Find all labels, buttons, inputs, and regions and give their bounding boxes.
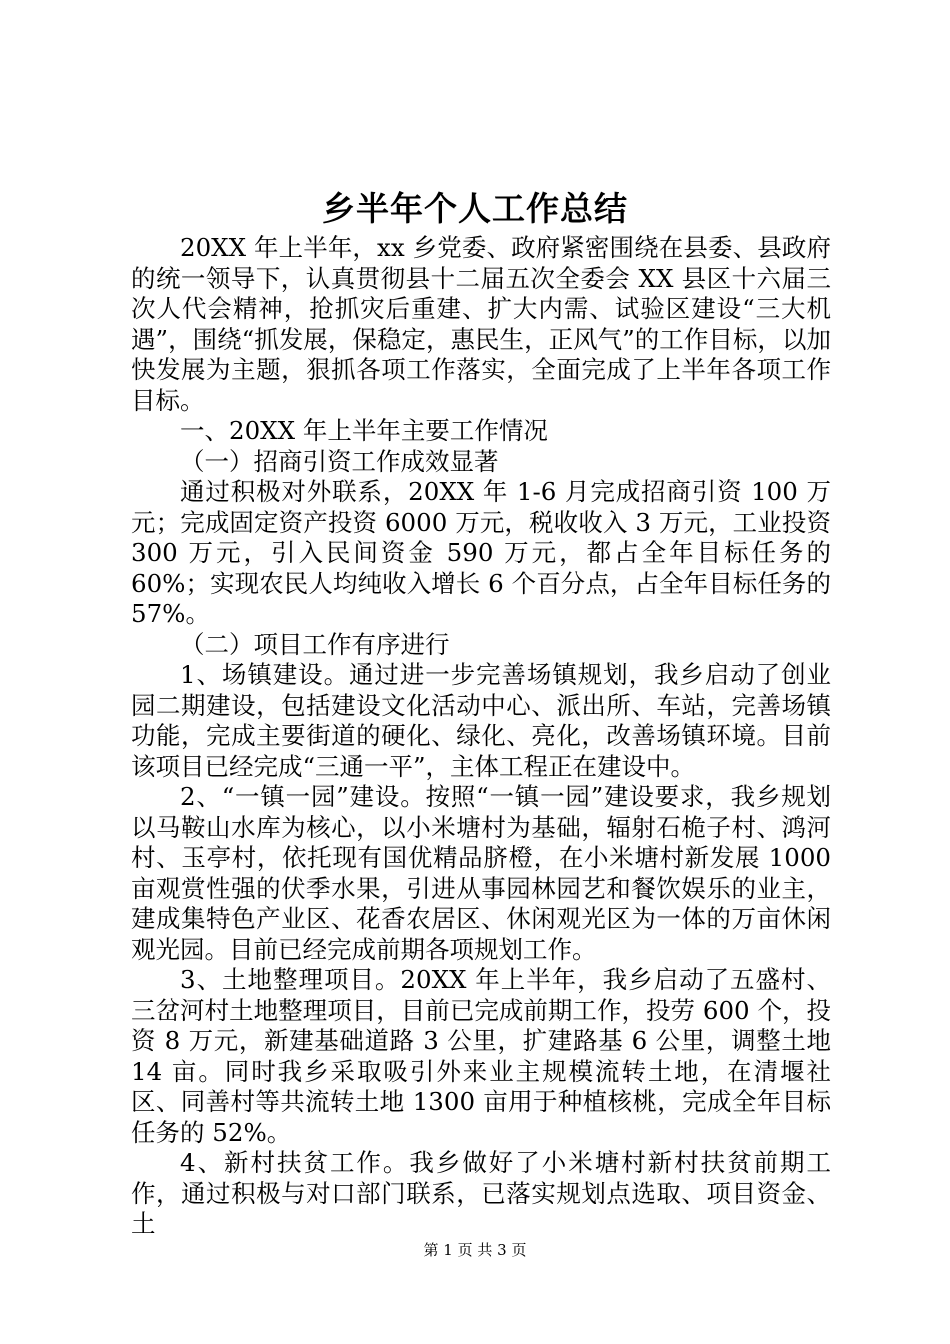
section-heading-1: 一、20XX 年上半年主要工作情况 <box>180 416 548 445</box>
subsection-heading-1: （一）招商引资工作成效显著 <box>180 446 499 476</box>
poverty-alleviation-paragraph: 4、新村扶贫工作。我乡做好了小米塘村新村扶贫前期工作，通过积极与对口部门联系，已落实规划点选取、项目资金、土 <box>131 1148 831 1238</box>
town-construction-paragraph: 1、场镇建设。通过进一步完善场镇规划，我乡启动了创业园二期建设，包括建设文化活动中心、派出所、车站，完善场镇功能，完成主要街道的硬化、绿化、亮化，改善场镇环境。目前该项目已经完成“三通一平”，主体工程正在建设中。 <box>131 660 831 781</box>
subsection-heading-2: （二）项目工作有序进行 <box>180 629 450 659</box>
land-consolidation-paragraph: 3、土地整理项目。20XX 年上半年，我乡启动了五盛村、三岔河村土地整理项目，目前已完成前期工作，投劳 600 个，投资 8 万元，新建基础道路 3 公里，扩建路基 6 公里，调整土地 14 亩。同时我乡采取吸引外来业主规模流转土地，在清堰社区、同善村等共流转土地 1300 亩用于种植核桃，完成全年目标任务的 52%。 <box>131 965 831 1147</box>
one-town-one-park-paragraph: 2、“一镇一园”建设。按照“一镇一园”建设要求，我乡规划以马鞍山水库为核心，以小米塘村为基础，辐射石桅子村、鸿河村、玉亭村，依托现有国优精品脐橙，在小米塘村新发展 1000 亩观赏性强的伏季水果，引进从事园林园艺和餐饮娱乐的业主，建成集特色产业区、花香农居区、休闲观光区为一体的万亩休闲观光园。目前已经完成前期各项规划工作。 <box>131 782 831 964</box>
page-footer: 第 1 页 共 3 页 <box>423 1241 527 1259</box>
document-title: 乡半年个人工作总结 <box>322 189 628 228</box>
document-body <box>131 233 831 1240</box>
investment-paragraph: 通过积极对外联系，20XX 年 1-6 月完成招商引资 100 万元；完成固定资产投资 6000 万元，税收收入 3 万元，工业投资 300 万元，引入民间资金 590 万元，都占全年目标任务的 60%；实现农民人均纯收入增长 6 个百分点，占全年目标任务的 57%。 <box>131 477 831 628</box>
intro-paragraph: 20XX 年上半年，xx 乡党委、政府紧密围绕在县委、县政府的统一领导下，认真贯彻县十二届五次全委会 XX 县区十六届三次人代会精神，抢抓灾后重建、扩大内需、试验区建设“三大机遇”，围绕“抓发展，保稳定，惠民生，正风气”的工作目标，以加快发展为主题，狠抓各项工作落实，全面完成了上半年各项工作目标。 <box>131 233 831 415</box>
